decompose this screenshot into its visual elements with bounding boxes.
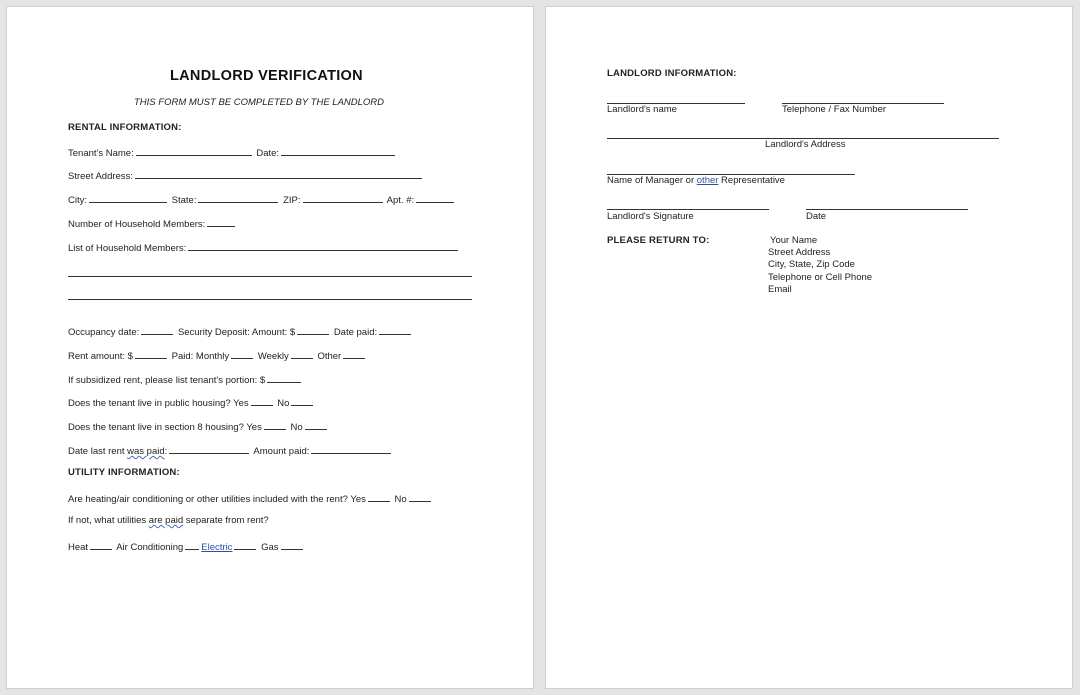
return-name: Your Name xyxy=(770,235,818,246)
date-last-rent-field[interactable] xyxy=(169,444,249,454)
section8-row xyxy=(68,420,329,433)
city-field[interactable] xyxy=(89,193,167,203)
paid-monthly-label: Paid: Monthly xyxy=(171,351,230,362)
amount-paid-field[interactable] xyxy=(311,444,391,454)
signature-date-caption: Date xyxy=(806,211,827,222)
section8-no-label: No xyxy=(290,422,303,433)
weekly-label: Weekly xyxy=(257,351,289,362)
public-housing-yes-field[interactable] xyxy=(251,396,273,406)
security-deposit-label: Security Deposit: Amount: $ xyxy=(177,327,296,338)
public-housing-no-field[interactable] xyxy=(291,396,313,406)
date-paid-label: Date paid: xyxy=(333,327,378,338)
household-count-row xyxy=(68,217,237,230)
utility-info-heading: UTILITY INFORMATION: xyxy=(68,467,180,478)
signature-date-field[interactable] xyxy=(806,209,968,210)
subsidized-label: If subsidized rent, please list tenant's portion: $ xyxy=(68,375,266,386)
utilities-included-row xyxy=(68,492,433,505)
household-list-row xyxy=(68,241,460,254)
rental-info-heading: RENTAL INFORMATION: xyxy=(68,122,182,133)
electric-label: Electric xyxy=(201,542,233,553)
landlord-name-caption: Landlord's name xyxy=(607,104,677,115)
rent-amount-label: Rent amount: $ xyxy=(68,351,133,362)
tenant-name-field[interactable] xyxy=(136,146,252,156)
occupancy-row xyxy=(68,325,413,338)
form-page-2 xyxy=(545,6,1073,689)
subsidized-row xyxy=(68,373,303,386)
utilities-included-label: Are heating/air conditioning or other utilities included with the rent? Yes xyxy=(68,494,366,505)
public-housing-row xyxy=(68,396,315,409)
manager-name-caption-suffix: Representative xyxy=(718,175,785,186)
other-label: Other xyxy=(317,351,342,362)
amount-paid-label: Amount paid: xyxy=(253,446,310,457)
return-address-block xyxy=(768,235,872,296)
air-conditioning-label: Air Conditioning xyxy=(116,542,184,553)
utilities-separate-label-suffix: separate from rent? xyxy=(183,515,269,526)
return-email: Email xyxy=(768,283,792,295)
form-subtitle: THIS FORM MUST BE COMPLETED BY THE LANDLORD xyxy=(134,97,385,108)
subsidized-field[interactable] xyxy=(267,373,301,383)
heat-field[interactable] xyxy=(90,540,112,550)
other-field[interactable] xyxy=(343,349,365,359)
household-list-line-2[interactable] xyxy=(68,276,472,277)
occupancy-date-label: Occupancy date: xyxy=(68,327,140,338)
date-field[interactable] xyxy=(281,146,395,156)
form-title: LANDLORD VERIFICATION xyxy=(170,68,363,84)
return-phone: Telephone or Cell Phone xyxy=(768,271,873,283)
utilities-separate-row xyxy=(68,515,269,526)
date-label: Date: xyxy=(256,148,280,159)
heat-label: Heat xyxy=(68,542,89,553)
zip-field[interactable] xyxy=(303,193,383,203)
date-paid-field[interactable] xyxy=(379,325,411,335)
telephone-fax-caption: Telephone / Fax Number xyxy=(782,104,887,115)
section8-label: Does the tenant live in section 8 housing? Yes xyxy=(68,422,262,433)
household-list-label: List of Household Members: xyxy=(68,243,187,254)
apt-field[interactable] xyxy=(416,193,454,203)
household-list-field[interactable] xyxy=(188,241,458,251)
apt-label: Apt. #: xyxy=(386,195,415,206)
signature-field[interactable] xyxy=(607,209,769,210)
tenant-name-row xyxy=(68,146,397,159)
return-to-heading: PLEASE RETURN TO: xyxy=(607,235,710,246)
return-city-state-zip: City, State, Zip Code xyxy=(768,259,855,271)
section8-no-field[interactable] xyxy=(305,420,327,430)
manager-name-caption xyxy=(607,175,785,186)
street-address-row xyxy=(68,169,424,182)
electric-field[interactable] xyxy=(234,540,256,550)
landlord-address-caption: Landlord's Address xyxy=(765,139,846,150)
return-street: Street Address xyxy=(768,247,831,259)
rent-amount-row xyxy=(68,349,367,362)
utilities-no-field[interactable] xyxy=(409,492,431,502)
utilities-separate-label-squiggle: are paid xyxy=(148,515,184,526)
public-housing-no-label: No xyxy=(277,398,290,409)
date-last-rent-colon: : xyxy=(164,446,168,457)
public-housing-label: Does the tenant live in public housing? Yes xyxy=(68,398,249,409)
date-last-rent-row xyxy=(68,444,393,457)
street-address-label: Street Address: xyxy=(68,171,133,182)
air-conditioning-field[interactable] xyxy=(185,540,199,550)
household-list-line-3[interactable] xyxy=(68,299,472,300)
zip-label: ZIP: xyxy=(283,195,301,206)
household-count-label: Number of Household Members: xyxy=(68,219,206,230)
tenant-name-label: Tenant's Name: xyxy=(68,148,134,159)
household-count-field[interactable] xyxy=(207,217,235,227)
utilities-no-label: No xyxy=(394,494,407,505)
rent-amount-field[interactable] xyxy=(135,349,167,359)
landlord-info-heading: LANDLORD INFORMATION: xyxy=(607,68,737,79)
security-deposit-field[interactable] xyxy=(297,325,329,335)
date-last-rent-label-squiggle: was paid xyxy=(127,446,165,457)
form-page-1 xyxy=(6,6,534,689)
paid-monthly-field[interactable] xyxy=(231,349,253,359)
state-label: State: xyxy=(171,195,197,206)
manager-name-caption-link: other xyxy=(696,175,719,186)
state-field[interactable] xyxy=(198,193,278,203)
date-last-rent-label: Date last rent xyxy=(68,446,128,457)
occupancy-date-field[interactable] xyxy=(141,325,173,335)
signature-caption: Landlord's Signature xyxy=(607,211,694,222)
utilities-yes-field[interactable] xyxy=(368,492,390,502)
city-label: City: xyxy=(68,195,87,206)
gas-label: Gas xyxy=(261,542,279,553)
gas-field[interactable] xyxy=(281,540,303,550)
section8-yes-field[interactable] xyxy=(264,420,286,430)
utilities-type-row xyxy=(68,540,305,553)
weekly-field[interactable] xyxy=(291,349,313,359)
utilities-separate-label: If not, what utilities xyxy=(68,515,149,526)
street-address-field[interactable] xyxy=(135,169,422,179)
city-state-row xyxy=(68,193,456,206)
manager-name-caption-prefix: Name of Manager or xyxy=(607,175,697,186)
